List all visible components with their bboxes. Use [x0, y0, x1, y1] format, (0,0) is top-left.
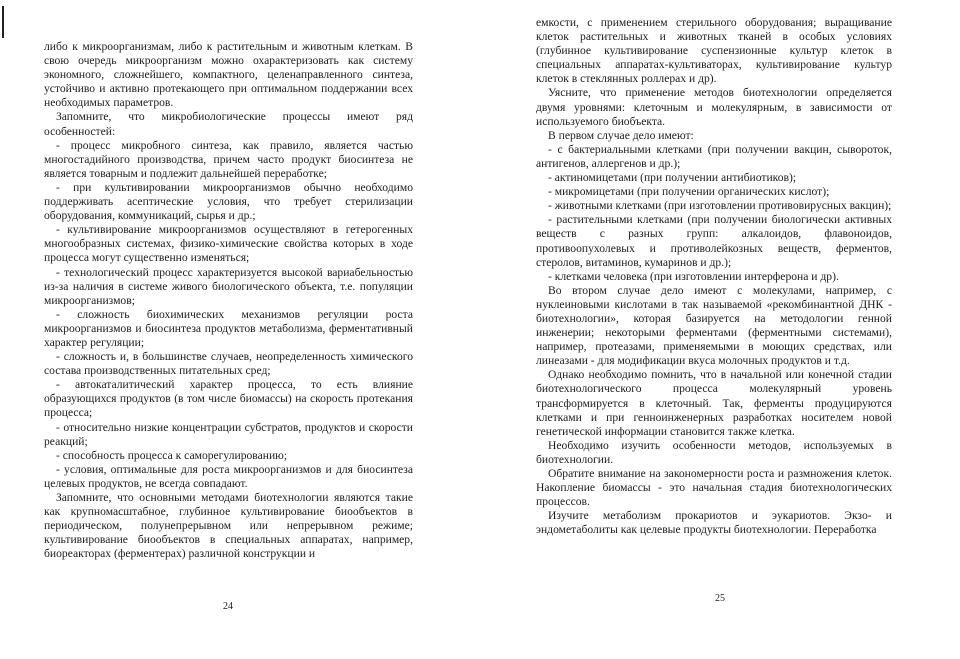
left-paragraph-9: - автокаталитический характер процесса, то есть влияние образующихся продуктов (в том числе биомассы) на скорость протекания процесса;: [44, 378, 413, 420]
left-paragraph-7: - сложность биохимических механизмов регуляции роста микроорганизмов и биосинтеза продуктов метаболизма, ферментативный характер регуляции;: [44, 307, 413, 349]
right-paragraph-1: емкости, с применением стерильного оборудования; выращивание клеток растительных и животных тканей в особых условиях (глубинное культивирование суспензионные культур клеток в специальных аппаратах-культиваторах, культивирование культур клеток в стеклянных роллерах и др).: [536, 16, 892, 86]
page-number: 25: [715, 593, 725, 604]
left-page-text: [44, 40, 413, 561]
right-paragraph-3: В первом случае дело имеют:: [548, 128, 694, 142]
right-paragraph-8: - растительными клетками (при получении биологически активных веществ с разных групп: алкалоидов, флавоноидов, противоопухолевых и противолейкозных веществ, ферментов, стеролов, витаминов, кумаринов и др.);: [536, 213, 892, 269]
left-paragraph-4: - при культивировании микроорганизмов обычно необходимо поддерживать асептические условия, что требует стерилизации оборудования, коммуникаций, сырья и др.;: [44, 180, 413, 223]
right-page-text: [536, 16, 892, 537]
left-paragraph-11: - способность процесса к саморегулированию;: [56, 448, 288, 462]
left-paragraph-1: либо к микроорганизмам, либо к растительным и животным клеткам. В свою очередь микроорганизм можно охарактеризовать как систему экономного, сложнейшего, компактного, целенаправленного синтеза, устойчиво и активно протекающего при оптимальном поддержании всех необходимых параметров.: [44, 40, 413, 110]
right-paragraph-6: - микромицетами (при получении органических кислот);: [548, 185, 830, 199]
right-paragraph-9: - клетками человека (при изготовлении интерферона и др).: [548, 269, 839, 283]
binding-edge-mark: [2, 6, 4, 38]
right-paragraph-12: Необходимо изучить особенности методов, используемых в биотехнологии.: [536, 438, 892, 466]
right-paragraph-11: Однако необходимо помнить, что в начальной или конечной стадии биотехнологического процесса молекулярный уровень трансформируется в клеточный. Так, ферменты продуцируются клетками и при генноинженерных разработках носителем новой генетической информации становится также клетка.: [536, 368, 892, 438]
right-paragraph-5: - актиномицетами (при получении антибиотиков);: [548, 171, 797, 185]
right-paragraph-10: Во втором случае дело имеют с молекулами, например, с нуклеиновыми кислотами в так называемой «рекомбинантной ДНК - биотехнологии», которая базируется на методологии генной инженерии; некоторыми ферментами (ферментными системами), например, протеазами, применяемыми в моющих средствах, или линеазами - для модификации вкуса молочных продуктов и т.д.: [536, 283, 892, 368]
right-paragraph-13: Обратите внимание на закономерности роста и размножения клеток. Накопление биомассы - это начальная стадия биотехнологических процессов.: [536, 467, 892, 509]
left-paragraph-8: - сложность и, в большинстве случаев, неопределенность химического состава производственных питательных сред;: [44, 350, 413, 378]
right-paragraph-7: - животными клетками (при изготовлении противовирусных вакцин);: [548, 199, 892, 213]
right-paragraph-2: Уясните, что применение методов биотехнологии определяется двумя уровнями: клеточным и молекулярным, в зависимости от используемого биобъекта.: [536, 86, 892, 128]
left-paragraph-3: - процесс микробного синтеза, как правило, является частью многостадийного производства, причем часто продукт биосинтеза не является товарным и подлежит дальнейшей переработке;: [44, 138, 413, 180]
left-paragraph-6: - технологический процесс характеризуется высокой вариабельностью из-за наличия в системе живого биологического объекта, т.е. популяции микроорганизмов;: [44, 265, 413, 307]
left-paragraph-10: - относительно низкие концентрации субстратов, продуктов и скорости реакций;: [44, 420, 413, 448]
left-paragraph-2: Запомните, что микробиологические процессы имеют ряд особенностей:: [44, 110, 413, 138]
right-page: [480, 0, 960, 659]
left-paragraph-13: Запомните, что основными методами биотехнологии являются такие как крупномасштабное, глубинное культивирование биообъектов в периодическом, полунепрерывном или непрерывном режиме; культивирование биообъектов в специальных аппаратах, например, биореакторах (ферментерах) различной конструкции и: [44, 491, 413, 561]
right-paragraph-14: Изучите метаболизм прокариотов и эукариотов. Экзо- и эндометаболиты как целевые продукты биотехнологии. Переработка: [536, 509, 892, 537]
right-paragraph-4: - с бактериальными клетками (при получении вакцин, сывороток, антигенов, аллергенов и др.);: [536, 142, 892, 170]
left-paragraph-5: - культивирование микроорганизмов осуществляют в гетерогенных многообразных системах, физико-химические свойства которых в ходе процесса могут существенно изменяться;: [44, 223, 413, 265]
page-number: 24: [223, 601, 233, 612]
left-paragraph-12: - условия, оптимальные для роста микроорганизмов и для биосинтеза целевых продуктов, не всегда совпадают.: [44, 462, 413, 490]
